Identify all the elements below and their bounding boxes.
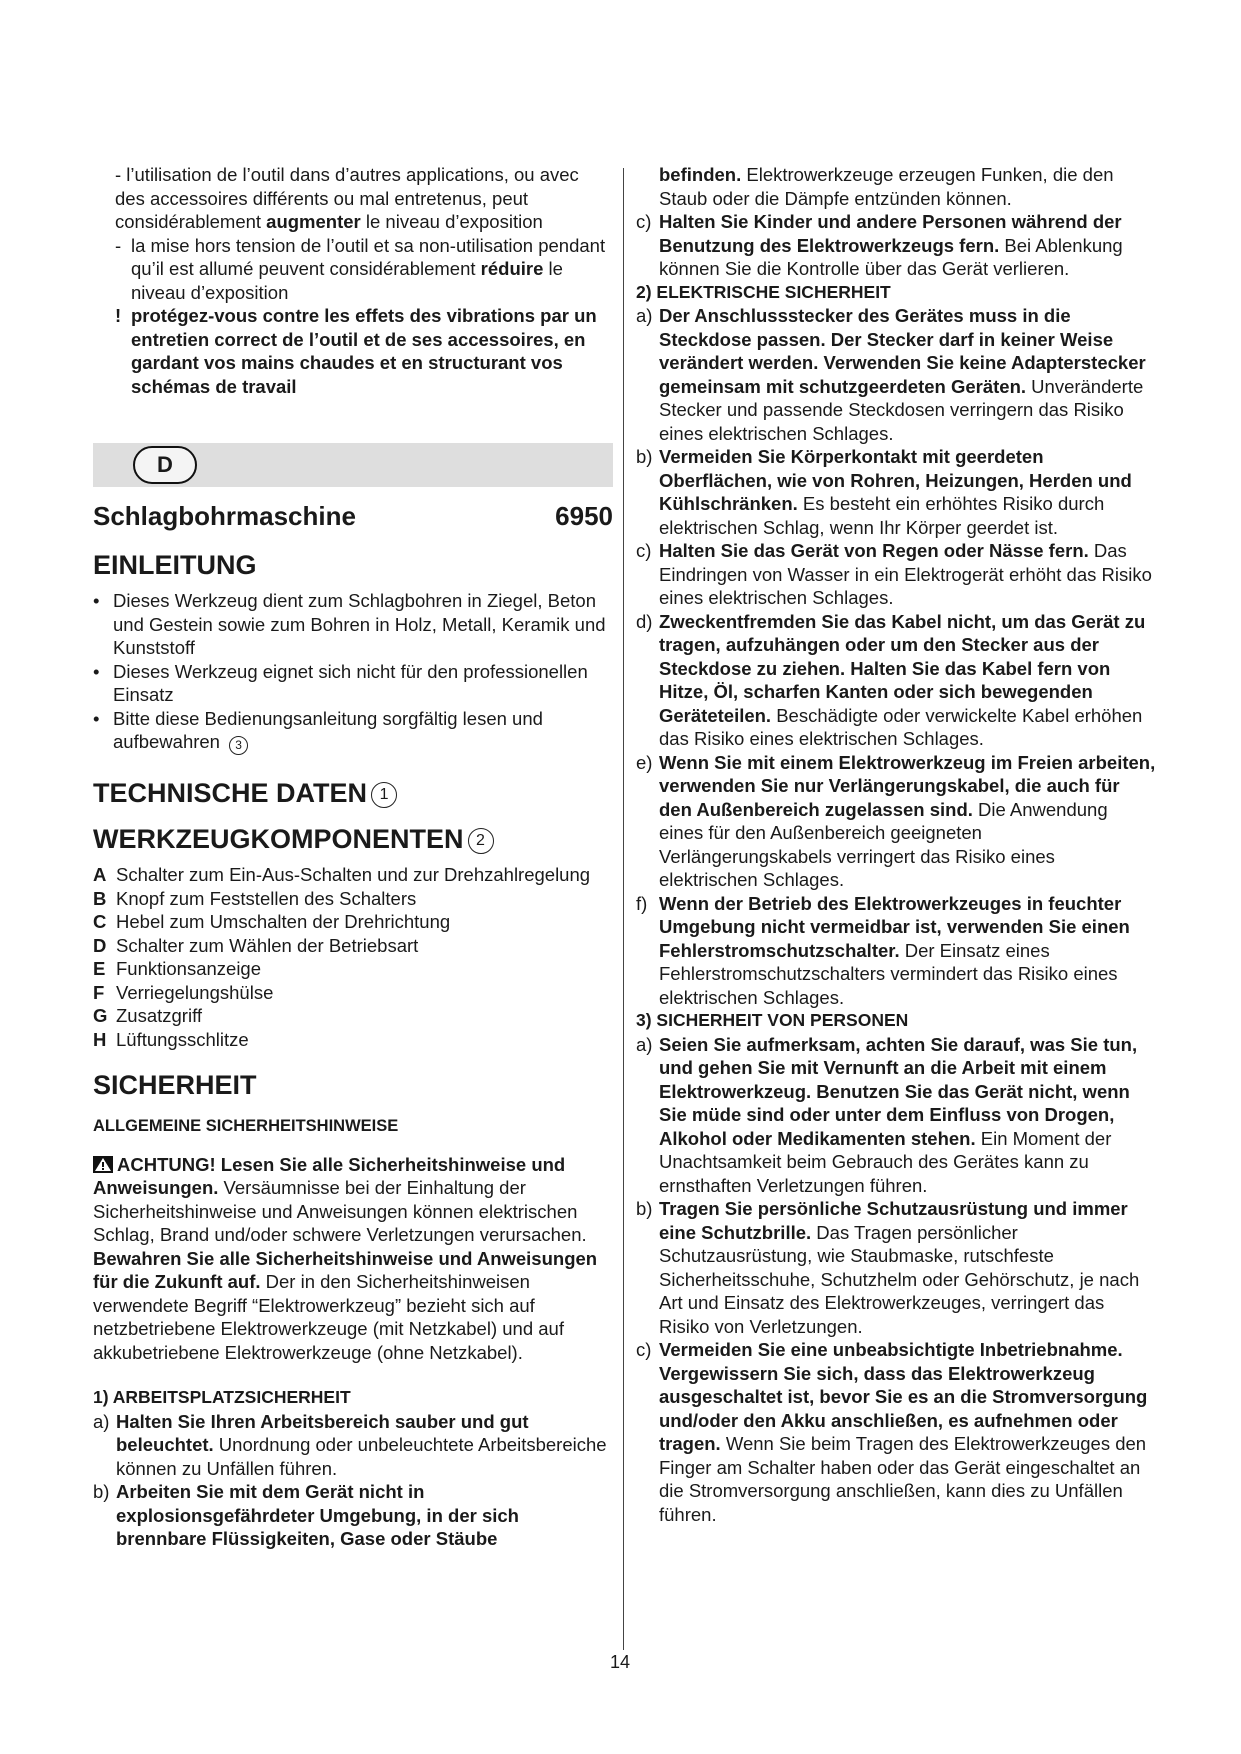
list-marker: f) <box>636 892 648 914</box>
list-item: b) Arbeiten Sie mit dem Gerät nicht in explosionsgefährdeter Umgebung, in der sich brennbare Flüssigkeiten, Gase oder Stäube <box>93 1481 519 1549</box>
list-text <box>659 610 1156 751</box>
right-column <box>636 163 1156 1526</box>
list-item <box>636 539 1156 610</box>
electrical-safety-heading: 2) ELEKTRISCHE SICHERHEIT <box>636 281 891 302</box>
component-letter: E <box>93 958 106 979</box>
component-letter: G <box>93 1005 108 1026</box>
list-bold-text: Tragen Sie persönliche Schutzausrüstung und immer eine Schutzbrille. <box>659 1198 1128 1243</box>
vibration-warning: ! protégez-vous contre les effets des vibrations par un entretien correct de l’outil et de ses accessoires, en gardant vos mains chaudes et en structurant vos schémas de travail <box>115 305 597 397</box>
component-text: Zusatzgriff <box>116 1005 203 1026</box>
list-plain-text: Der Einsatz eines Fehlerstromschutzschalters vermindert das Risiko eines elektrischen Schlages. <box>659 939 1118 1008</box>
component-text: Hebel zum Umschalten der Drehrichtung <box>116 911 451 932</box>
component-letter: D <box>93 934 107 956</box>
list-item-continued: befinden. Elektrowerkzeuge erzeugen Funken, die den Staub oder die Dämpfe entzünden können. <box>659 164 1114 209</box>
component-item <box>93 910 613 934</box>
list-plain-text: Unveränderte Stecker und passende Steckdosen verringern das Risiko eines elektrischen Schlages. <box>659 375 1144 444</box>
list-marker: a) <box>636 305 653 326</box>
warning-triangle-icon <box>93 1156 113 1173</box>
figure-ref-3: 3 <box>229 736 248 755</box>
list-plain-text: Das Eindringen von Wasser in ein Elektrogerät erhöht das Risiko eines elektrischen Schlages. <box>659 540 1152 608</box>
list-bold-text: Wenn der Betrieb des Elektrowerkzeuges in feuchter Umgebung nicht vermeidbar ist, verwenden Sie einen Fehlerstromschutzschalter. <box>659 892 1130 961</box>
list-bold-text: Vermeiden Sie Körperkontakt mit geerdeten Oberflächen, wie von Rohren, Heizungen, Herden und Kühlschränken. <box>659 446 1132 514</box>
list-item <box>636 892 1156 1010</box>
list-text <box>659 1033 1156 1198</box>
component-letter: A <box>93 864 107 885</box>
component-text: Lüftungsschlitze <box>116 1028 249 1050</box>
list-plain-text: Das Tragen persönlicher Schutzausrüstung, wie Staubmaske, rutschfeste Sicherheitsschuhe, Schutzhelm oder Gehörschutz, je nach Art und Einsatz des Elektrowerkzeuges, verringert das Risiko von Verletzungen. <box>659 1221 1140 1337</box>
component-text: Schalter zum Wählen der Betriebsart <box>116 934 419 956</box>
personal-safety-list <box>636 1033 1156 1527</box>
list-bold-text: Der Anschlussstecker des Gerätes muss in die Steckdose passen. Der Stecker darf in keiner Weise verändert werden. Verwenden Sie keine Adapterstecker gemeinsam mit schutzgeerdeten Geräten. <box>659 305 1146 397</box>
component-item <box>93 887 613 911</box>
product-number: 6950 <box>555 501 613 531</box>
general-safety-heading: ALLGEMEINE SICHERHEITSHINWEISE <box>93 1117 399 1135</box>
list-bold-text: Halten Sie das Gerät von Regen oder Nässe fern. <box>659 540 1089 561</box>
list-text <box>659 892 1156 1010</box>
list-plain-text: Es besteht ein erhöhtes Risiko durch elektrischen Schlag, wenn Ihr Körper geerdet ist. <box>659 493 1105 538</box>
list-marker: a) <box>636 1033 653 1055</box>
component-letter: H <box>93 1028 107 1050</box>
component-text: Funktionsanzeige <box>116 958 262 979</box>
component-text: Verriegelungshülse <box>116 981 274 1003</box>
component-letter: F <box>93 981 105 1003</box>
list-text <box>659 1197 1156 1338</box>
page-number: 14 <box>610 1652 631 1672</box>
components-heading: WERKZEUGKOMPONENTEN 2 <box>93 823 613 855</box>
list-text <box>659 539 1156 610</box>
figure-ref-2: 2 <box>468 828 494 854</box>
list-plain-text: Beschädigte oder verwickelte Kabel erhöhen das Risiko eines elektrischen Schlages. <box>659 704 1143 749</box>
list-item: - l’utilisation de l’outil dans d’autres applications, ou avec des accessoires différents ou mal entretenus, peut considérablement augmenter le niveau d’exposition <box>115 164 579 232</box>
list-text <box>659 1338 1156 1526</box>
list-marker: e) <box>636 751 653 773</box>
list-item <box>636 1197 1156 1338</box>
warning-paragraph: ACHTUNG! Lesen Sie alle Sicherheitshinweise und Anweisungen. Versäumnisse bei der Einhaltung der Sicherheitshinweise und Anweisungen können elektrischen Schlag, Brand und/oder schwere Verletzungen verursachen. Bewahren Sie alle Sicherheitshinweise und Anweisungen für die Zukunft auf. Der in den Sicherheitshinweisen verwendete Begriff “Elektrowerkzeug” bezieht sich auf netzbetriebene Elektrowerkzeuge (mit Netzkabel) und auf akkubetriebene Elektrowerkzeuge (ohne Netzkabel). <box>93 1153 598 1363</box>
component-item <box>93 957 613 981</box>
list-item: - la mise hors tension de l’outil et sa non-utilisation pendant qu’il est allumé peuvent considérablement réduire le niveau d’exposition <box>115 234 606 303</box>
component-letter: B <box>93 887 107 909</box>
intro-heading: EINLEITUNG <box>93 550 257 580</box>
list-plain-text: Die Anwendung eines für den Außenbereich geeigneten Verlängerungskabels verringert das Risiko eines elektrischen Schlages. <box>659 798 1108 890</box>
list-item <box>636 751 1156 892</box>
electrical-safety-list <box>636 304 1156 1009</box>
workplace-safety-heading: 1) ARBEITSPLATZSICHERHEIT <box>93 1387 351 1407</box>
component-item <box>93 934 613 958</box>
list-item: • Dieses Werkzeug dient zum Schlagbohren in Ziegel, Beton und Gestein sowie zum Bohren in Holz, Metall, Keramik und Kunststoff <box>93 590 606 658</box>
components-list <box>93 863 613 1051</box>
list-item <box>636 1033 1156 1198</box>
component-letter: C <box>93 911 107 932</box>
list-bold-text: Wenn Sie mit einem Elektrowerkzeug im Freien arbeiten, verwenden Sie nur Verlängerungskabel, die auch für den Außenbereich zugelassen sind. <box>659 751 1156 820</box>
list-text <box>659 304 1156 445</box>
personal-safety-heading: 3) SICHERHEIT VON PERSONEN <box>636 1010 909 1030</box>
list-item: c) Halten Sie Kinder und andere Personen während der Benutzung des Elektrowerkzeugs fern. Bei Ablenkung können Sie die Kontrolle über das Gerät verlieren. <box>636 211 1123 279</box>
component-item <box>93 863 613 887</box>
language-badge: D <box>133 446 197 484</box>
tech-data-heading: TECHNISCHE DATEN 1 <box>93 777 613 809</box>
component-text: Knopf zum Feststellen des Schalters <box>116 887 417 909</box>
list-marker: b) <box>636 1198 653 1219</box>
product-name: Schlagbohrmaschine <box>93 501 356 531</box>
left-column <box>93 163 613 1551</box>
list-item <box>636 445 1156 539</box>
list-item: • Dieses Werkzeug eignet sich nicht für den professionellen Einsatz <box>93 660 588 705</box>
list-marker: c) <box>636 1339 652 1360</box>
component-item <box>93 981 613 1005</box>
safety-heading: SICHERHEIT <box>93 1070 257 1100</box>
list-text <box>659 751 1156 892</box>
component-item <box>93 1028 613 1052</box>
column-divider <box>623 168 624 1650</box>
figure-ref-1: 1 <box>371 782 397 808</box>
list-text <box>659 445 1156 539</box>
list-bold-text: Seien Sie aufmerksam, achten Sie darauf, was Sie tun, und gehen Sie mit Vernunft an die Arbeit mit einem Elektrowerkzeug. Benutzen Sie das Gerät nicht, wenn Sie müde sind oder unter dem Einfluss von Drogen, Alkohol oder Medikamenten stehen. <box>659 1033 1138 1149</box>
list-item <box>636 1338 1156 1526</box>
language-band <box>93 443 613 487</box>
list-item <box>636 610 1156 751</box>
product-heading <box>93 501 613 531</box>
list-item <box>636 304 1156 445</box>
component-item <box>93 1004 613 1028</box>
component-text: Schalter zum Ein-Aus-Schalten und zur Drehzahlregelung <box>116 864 591 885</box>
list-marker: c) <box>636 540 652 561</box>
list-bold-text: Vermeiden Sie eine unbeabsichtigte Inbetriebnahme. Vergewissern Sie sich, dass das Elektrowerkzeug ausgeschaltet ist, bevor Sie es an die Stromversorgung und/oder den Akku anschließen, es aufnehmen oder tragen. <box>659 1339 1148 1454</box>
list-bold-text: Zweckentfremden Sie das Kabel nicht, um das Gerät zu tragen, aufzuhängen oder um den Stecker aus der Steckdose zu ziehen. Halten Sie das Kabel fern von Hitze, Öl, scharfen Kanten oder sich bewegenden Geräteteilen. <box>659 610 1146 726</box>
list-marker: d) <box>636 610 653 632</box>
list-item: a) Halten Sie Ihren Arbeitsbereich sauber und gut beleuchtet. Unordnung oder unbeleuchtete Arbeitsbereiche können zu Unfällen führen. <box>93 1410 607 1479</box>
list-marker: b) <box>636 446 653 467</box>
list-plain-text: Ein Moment der Unachtsamkeit beim Gebrauch des Gerätes kann zu ernsthaften Verletzungen führen. <box>659 1127 1112 1196</box>
list-plain-text: Wenn Sie beim Tragen des Elektrowerkzeuges den Finger am Schalter haben oder das Gerät eingeschaltet an die Stromversorgung anschließen, kann dies zu Unfällen führen. <box>659 1433 1147 1525</box>
list-item: • Bitte diese Bedienungsanleitung sorgfältig lesen und aufbewahren 3 <box>93 707 613 756</box>
